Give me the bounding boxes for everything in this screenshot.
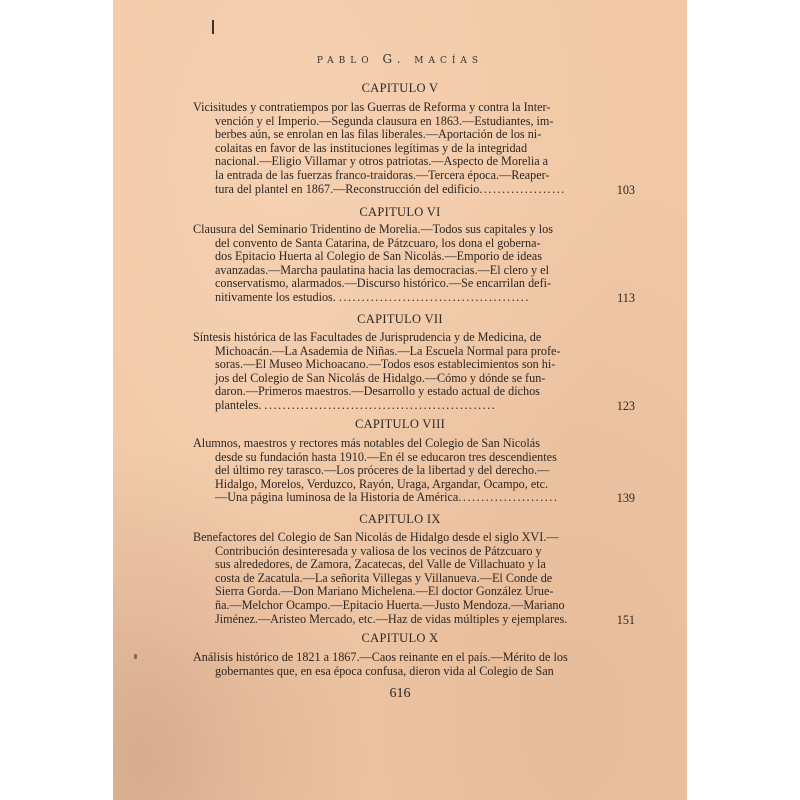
- entry-line: gobernantes que, en esa época confusa, dieron vida al Colegio de San: [215, 663, 554, 678]
- entry-line: Vicisitudes y contratiempos por las Guerras de Reforma y contra la Inter-: [193, 100, 551, 114]
- author-last-name: MACÍAS: [414, 56, 484, 66]
- entry-line: desde su fundación hasta 1910.—En él se educaron tres descendientes: [215, 449, 557, 464]
- entry-line: tura del plantel en 1867.—Reconstrucción del edificio: [215, 181, 480, 196]
- entry-line: costa de Zacatula.—La señorita Villegas y Villanueva.—El Conde de: [215, 570, 553, 585]
- entry-line: berbes aún, se enrolan en las filas liberales.—Aportación de los ni-: [215, 127, 542, 142]
- entry-line: conservatismo, alarmados.—Discurso histórico.—Se encarrilan defi-: [215, 276, 552, 291]
- entry-line: del último rey tarasco.—Los próceres de la libertad y del derecho.—: [215, 463, 550, 478]
- ink-spot: [134, 654, 137, 659]
- author-first-name: PABLO: [316, 56, 374, 66]
- entry-line: ña.—Melchor Ocampo.—Epitacio Huerta.—Justo Mendoza.—Mariano: [215, 597, 565, 612]
- entry-line: del convento de Santa Catarina, de Pátzcuaro, los dona el goberna-: [215, 235, 541, 250]
- book-page: [113, 0, 687, 800]
- dot-leader: ..........................................: [338, 289, 530, 304]
- entry-line: Clausura del Seminario Tridentino de Morelia.—Todos sus capitales y los: [193, 222, 553, 236]
- toc-entry: [193, 651, 625, 678]
- ink-mark: [212, 20, 214, 34]
- page-number: 123: [616, 399, 635, 413]
- entry-line: Análisis histórico de 1821 a 1867.—Caos reinante en el país.—Mérito de los: [193, 650, 568, 664]
- page-folio: 616: [389, 686, 411, 701]
- toc-entry: [193, 531, 625, 626]
- entry-line: Sierra Gorda.—Don Mariano Michelena.—El doctor González Urue-: [215, 584, 554, 599]
- chapter-title: CAPITULO V: [361, 81, 439, 95]
- dot-leader: ......................: [458, 490, 559, 505]
- running-head: [113, 52, 687, 66]
- chapter-title: CAPITULO VIII: [354, 417, 446, 431]
- page-number: 113: [617, 291, 635, 305]
- entry-line: planteles.: [215, 397, 262, 412]
- author-initial: G.: [382, 52, 406, 66]
- toc-entry: [193, 223, 625, 305]
- entry-line: vención y el Imperio.—Segunda clausura en 1863.—Estudiantes, im-: [215, 113, 554, 128]
- toc-entry: [193, 437, 625, 505]
- chapter-title: CAPITULO VI: [359, 205, 441, 219]
- entry-line: Hidalgo, Morelos, Verduzco, Rayón, Uraga, Argandar, Ocampo, etc.: [215, 476, 549, 491]
- entry-line: jos del Colegio de San Nicolás de Hidalgo.—Cómo y dónde se fun-: [215, 370, 546, 385]
- dot-leader: ...................: [479, 181, 566, 196]
- entry-line: —Una página luminosa de la Historia de América: [215, 490, 459, 505]
- entry-line: la entrada de las fuerzas franco-traidoras.—Tercera época.—Reaper-: [215, 167, 550, 182]
- entry-line: Michoacán.—La Asademia de Niñas.—La Escuela Normal para profe-: [215, 343, 561, 358]
- entry-line: daron.—Primeros maestros.—Desarrollo y estado actual de dichos: [215, 384, 540, 399]
- chapter-title: CAPITULO IX: [359, 512, 441, 526]
- entry-line: nacional.—Eligio Villamar y otros patriotas.—Aspecto de Morelia a: [215, 154, 549, 169]
- entry-line: avanzadas.—Marcha paulatina hacia las democracias.—El clero y el: [215, 262, 549, 277]
- entry-line: nitivamente los estudios.: [215, 289, 336, 304]
- toc-entry: [193, 331, 625, 413]
- page-number: 139: [616, 491, 635, 505]
- entry-line: colaitas en favor de las instituciones legítimas y de la integridad: [215, 140, 528, 155]
- dot-leader: ...................................................: [264, 397, 497, 412]
- entry-line: sus alrededores, de Zamora, Zacatecas, del Valle de Villachuato y la: [215, 557, 546, 572]
- entry-line: Contribución desinteresada y valiosa de los vecinos de Pátzcuaro y: [215, 543, 542, 558]
- entry-line: soras.—El Museo Michoacano.—Todos esos establecimientos son hi-: [215, 357, 556, 372]
- chapter-title: CAPITULO X: [361, 631, 439, 645]
- page-number: 151: [616, 613, 635, 627]
- chapter-title: CAPITULO VII: [357, 312, 443, 326]
- page-number: 103: [616, 183, 635, 197]
- entry-line: Benefactores del Colegio de San Nicolás de Hidalgo desde el siglo XVI.—: [193, 530, 559, 544]
- entry-line: dos Epitacio Huerta al Colegio de San Nicolás.—Emporio de ideas: [215, 249, 542, 264]
- entry-line: Síntesis histórica de las Facultades de Jurisprudencia y de Medicina, de: [193, 330, 542, 344]
- entry-line: Alumnos, maestros y rectores más notables del Colegio de San Nicolás: [193, 436, 540, 450]
- toc-entry: [193, 101, 625, 196]
- entry-line: Jiménez.—Aristeo Mercado, etc.—Haz de vidas múltiples y ejemplares.: [215, 611, 568, 626]
